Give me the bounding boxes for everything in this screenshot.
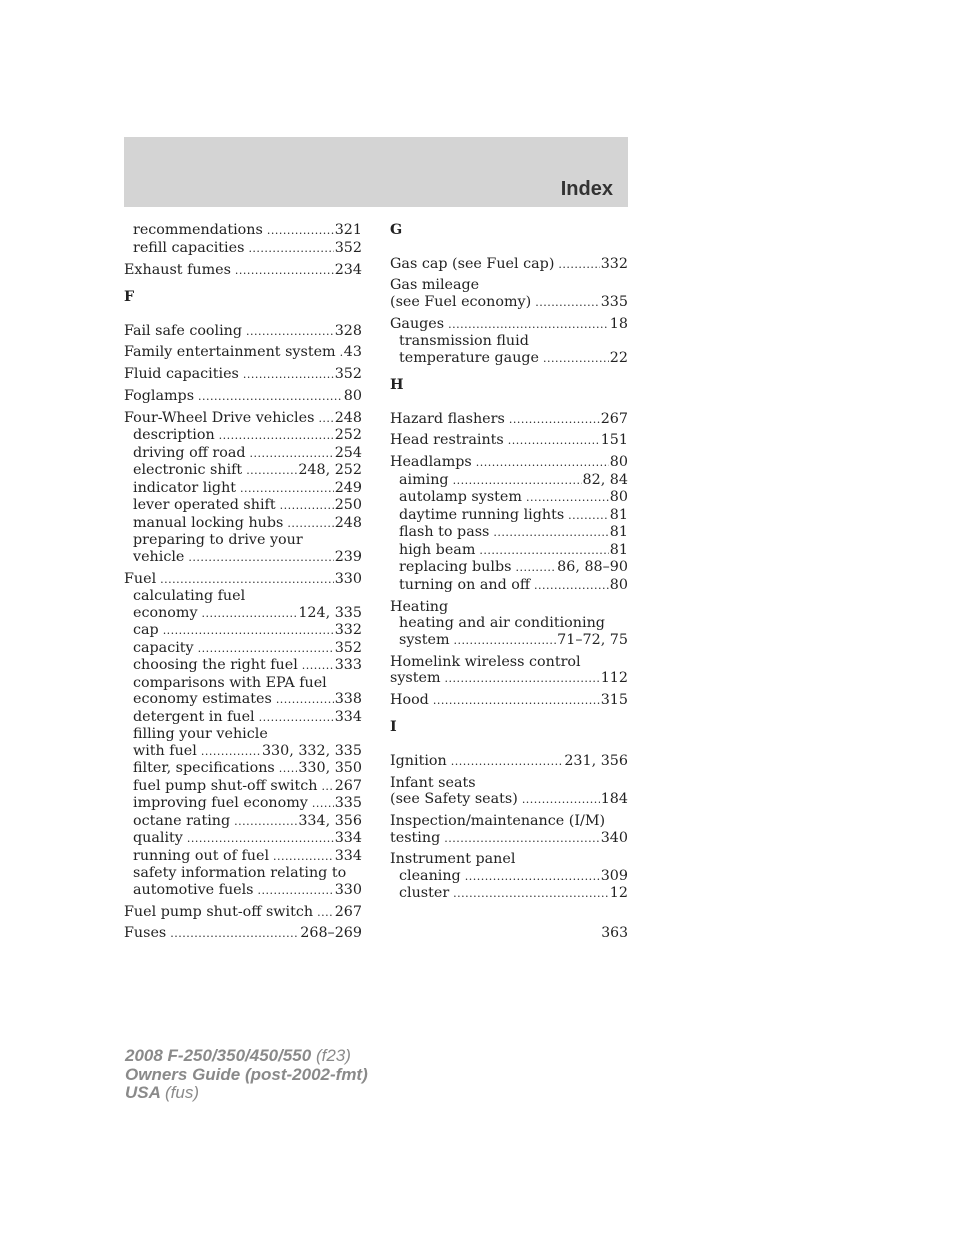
index-entry [390, 830, 628, 848]
index-subentry [124, 675, 362, 692]
index-entry [124, 925, 362, 943]
index-subentry [124, 515, 362, 533]
index-entry [390, 256, 628, 274]
entry-page-ref: 334 [334, 830, 362, 847]
index-subentry [390, 524, 628, 542]
entry-term: temperature gauge [399, 349, 540, 366]
entry-term: cap [133, 622, 159, 639]
index-subentry [390, 615, 628, 632]
entry-term: Inspection/maintenance (I/M) [390, 813, 606, 830]
entry-term: flash to pass [399, 524, 490, 541]
entry-page-ref: 335 [600, 293, 628, 310]
index-subentry [124, 622, 362, 640]
entry-term: octane rating [133, 812, 231, 829]
index-subentry [124, 830, 362, 848]
entry-page-ref: 340 [600, 829, 628, 846]
entry-page-ref: 321 [334, 222, 362, 238]
entry-term: quality [133, 830, 183, 847]
entry-term: Headlamps [390, 454, 472, 471]
leader-dots [201, 744, 261, 761]
leader-dots [279, 761, 298, 778]
index-subentry [124, 691, 362, 709]
leader-dots [508, 433, 600, 450]
entry-page-ref: 267 [600, 410, 628, 427]
entry-term: (see Safety seats) [390, 791, 518, 808]
entry-page-ref: 81 [609, 506, 628, 523]
entry-term: Hazard flashers [390, 410, 505, 427]
entry-term: replacing bulbs [399, 559, 512, 576]
leader-dots [453, 886, 609, 903]
entry-page-ref: 124, 335 [298, 604, 362, 621]
header-band [124, 137, 628, 207]
leader-dots [163, 623, 334, 640]
entry-term: daytime running lights [399, 506, 565, 523]
index-entry [390, 599, 628, 616]
index-letter-heading: F [124, 289, 135, 305]
index-subentry [124, 726, 362, 743]
index-entry [124, 410, 362, 428]
leader-dots [317, 905, 334, 922]
leader-dots [198, 641, 334, 658]
entry-page-ref: 12 [609, 885, 628, 902]
page-number: 363 [601, 925, 628, 941]
entry-page-ref: 80 [343, 387, 362, 404]
index-subentry [124, 813, 362, 831]
index-subentry [124, 532, 362, 549]
leader-dots [535, 295, 600, 312]
entry-page-ref: 151 [600, 432, 628, 449]
index-subentry [124, 222, 362, 240]
entry-page-ref: 82, 84 [582, 471, 628, 488]
footer-line-2: Owners Guide (post-2002-fmt) [125, 1064, 368, 1084]
index-entry [124, 571, 362, 589]
index-subentry [124, 882, 362, 900]
leader-dots [453, 473, 582, 490]
leader-dots [558, 257, 599, 274]
index-subentry [124, 462, 362, 480]
index-column-right [390, 222, 628, 907]
leader-dots [267, 223, 334, 240]
entry-term: electronic shift [133, 462, 243, 479]
index-entry [124, 262, 362, 280]
index-subentry [390, 632, 628, 650]
leader-dots [445, 671, 600, 688]
footer-region: USA [125, 1083, 161, 1102]
leader-dots [187, 831, 334, 848]
index-subentry [390, 542, 628, 560]
entry-term: filter, specifications [133, 760, 275, 777]
entry-term: lever operated shift [133, 497, 276, 514]
index-entry [124, 388, 362, 406]
entry-term: running out of fuel [133, 847, 270, 864]
index-entry [124, 323, 362, 341]
entry-term: Hood [390, 691, 429, 708]
entry-term: economy [133, 604, 198, 621]
index-subentry [124, 709, 362, 727]
leader-dots [448, 317, 609, 334]
leader-dots [312, 796, 334, 813]
entry-term: detergent in fuel [133, 708, 255, 725]
leader-dots [235, 263, 334, 280]
index-subentry [390, 559, 628, 577]
entry-term: choosing the right fuel [133, 657, 298, 674]
entry-page-ref: 22 [609, 349, 628, 366]
index-entry [390, 294, 628, 312]
index-entry [390, 813, 628, 830]
entry-term: testing [390, 829, 441, 846]
entry-term: Fuses [124, 925, 167, 942]
entry-term: Family entertainment system [124, 344, 336, 361]
entry-page-ref: 80 [609, 489, 628, 506]
entry-term: Exhaust fumes [124, 261, 231, 278]
entry-term: economy estimates [133, 691, 272, 708]
index-subentry [124, 778, 362, 796]
leader-dots [476, 455, 609, 472]
entry-term: manual locking hubs [133, 514, 284, 531]
entry-term: Gauges [390, 315, 445, 332]
leader-dots [188, 550, 333, 567]
entry-page-ref: 334 [334, 847, 362, 864]
index-entry [124, 366, 362, 384]
leader-dots [250, 446, 334, 463]
entry-page-ref: 334, 356 [298, 812, 362, 829]
index-subentry [124, 240, 362, 258]
entry-term: turning on and off [399, 576, 531, 593]
entry-term: driving off road [133, 444, 246, 461]
entry-page-ref: 80 [609, 454, 628, 471]
entry-term: aiming [399, 471, 449, 488]
entry-page-ref: 330, 332, 335 [261, 742, 362, 759]
leader-dots [321, 779, 333, 796]
entry-page-ref: 254 [334, 444, 362, 461]
entry-page-ref: 249 [334, 479, 362, 496]
index-subentry [390, 350, 628, 368]
entry-page-ref: 328 [334, 322, 362, 339]
index-subentry [124, 865, 362, 882]
index-subentry [390, 507, 628, 525]
entry-term: automotive fuels [133, 881, 254, 898]
leader-dots [258, 883, 334, 900]
index-entry [390, 454, 628, 472]
leader-dots [433, 693, 600, 710]
index-subentry [124, 588, 362, 605]
entry-term: safety information relating to [133, 865, 347, 882]
entry-page-ref: 352 [334, 239, 362, 256]
entry-page-ref: 252 [334, 427, 362, 444]
entry-page-ref: 332 [334, 622, 362, 639]
entry-term: capacity [133, 639, 194, 656]
entry-term: Gas cap (see Fuel cap) [390, 255, 555, 272]
entry-term: Gas mileage [390, 277, 480, 294]
entry-page-ref: 333 [334, 657, 362, 674]
entry-page-ref: 248, 252 [298, 462, 362, 479]
index-subentry [124, 549, 362, 567]
leader-dots [198, 389, 343, 406]
entry-page-ref: 352 [334, 366, 362, 383]
entry-page-ref: 330 [334, 570, 362, 587]
entry-page-ref: 334 [334, 708, 362, 725]
entry-page-ref: 239 [334, 548, 362, 565]
leader-dots [534, 578, 609, 595]
entry-page-ref: 268–269 [300, 925, 362, 942]
footer-model: 2008 F-250/350/450/550 [125, 1046, 312, 1065]
entry-page-ref: 71–72, 75 [557, 631, 628, 648]
entry-term: improving fuel economy [133, 795, 308, 812]
leader-dots [543, 351, 609, 368]
entry-term: Ignition [390, 752, 447, 769]
index-subentry [124, 657, 362, 675]
entry-term: (see Fuel economy) [390, 293, 532, 310]
leader-dots [202, 606, 298, 623]
entry-term: cluster [399, 885, 450, 902]
entry-term: recommendations [133, 222, 263, 238]
index-entry [390, 432, 628, 450]
leader-dots [219, 428, 334, 445]
entry-page-ref: 267 [334, 777, 362, 794]
entry-page-ref: 81 [609, 541, 628, 558]
index-letter-heading: I [390, 719, 397, 736]
index-subentry [124, 760, 362, 778]
index-subentry [390, 577, 628, 595]
index-subentry [124, 640, 362, 658]
leader-dots [454, 633, 557, 650]
entry-term: Fuel [124, 570, 157, 587]
index-entry [390, 654, 628, 671]
leader-dots [318, 411, 333, 428]
entry-page-ref: 112 [600, 670, 628, 687]
entry-term: Fail safe cooling [124, 322, 243, 339]
entry-term: refill capacities [133, 239, 245, 256]
leader-dots [234, 814, 297, 831]
entry-term: comparisons with EPA fuel [133, 674, 327, 691]
entry-page-ref: 86, 88–90 [557, 559, 628, 576]
entry-term: filling your vehicle [133, 726, 268, 743]
entry-term: Fluid capacities [124, 366, 239, 383]
entry-term: fuel pump shut-off switch [133, 777, 318, 794]
index-subentry [124, 480, 362, 498]
entry-page-ref: 81 [609, 524, 628, 541]
entry-page-ref: 248 [334, 409, 362, 426]
leader-dots [451, 754, 564, 771]
index-letter-heading: H [390, 377, 404, 394]
entry-page-ref: 330, 350 [298, 760, 362, 777]
index-entry [390, 851, 628, 868]
leader-dots [444, 831, 599, 848]
leader-dots [280, 498, 334, 515]
entry-term: Homelink wireless control [390, 653, 581, 670]
index-subentry [124, 445, 362, 463]
leader-dots [515, 560, 556, 577]
index-entry [124, 344, 362, 362]
entry-page-ref: 231, 356 [564, 752, 628, 769]
entry-term: system [399, 631, 450, 648]
entry-term: indicator light [133, 479, 237, 496]
entry-page-ref: 248 [334, 514, 362, 531]
entry-page-ref: 43 [343, 344, 362, 361]
entry-term: vehicle [133, 548, 185, 565]
leader-dots [287, 516, 333, 533]
index-entry [390, 692, 628, 710]
entry-term: with fuel [133, 742, 197, 759]
entry-term: description [133, 427, 215, 444]
index-entry [390, 670, 628, 688]
entry-page-ref: 338 [334, 691, 362, 708]
index-letter-heading: G [390, 222, 403, 238]
index-subentry [390, 885, 628, 903]
entry-term: Foglamps [124, 387, 195, 404]
document-footer [125, 1047, 368, 1103]
leader-dots [509, 412, 600, 429]
footer-line-1 [125, 1047, 368, 1066]
index-subentry [390, 333, 628, 350]
entry-term: heating and air conditioning [399, 615, 605, 632]
leader-dots [259, 710, 334, 727]
index-entry [390, 277, 628, 294]
entry-term: Fuel pump shut-off switch [124, 903, 314, 920]
entry-term: preparing to drive your [133, 532, 303, 549]
leader-dots [340, 345, 343, 362]
entry-page-ref: 267 [334, 903, 362, 920]
leader-dots [273, 849, 334, 866]
leader-dots [160, 572, 334, 589]
entry-term: cleaning [399, 867, 461, 884]
leader-dots [522, 792, 600, 809]
leader-dots [465, 869, 600, 886]
leader-dots [170, 926, 299, 943]
entry-term: high beam [399, 541, 476, 558]
leader-dots [248, 241, 333, 258]
index-subentry [124, 848, 362, 866]
entry-term: Head restraints [390, 432, 504, 449]
leader-dots [240, 481, 334, 498]
entry-term: autolamp system [399, 489, 522, 506]
entry-term: Heating [390, 598, 449, 615]
entry-page-ref: 352 [334, 639, 362, 656]
leader-dots [493, 525, 608, 542]
footer-model-code: (f23) [315, 1046, 351, 1065]
index-entry [390, 753, 628, 771]
entry-term: calculating fuel [133, 588, 246, 605]
index-subentry [124, 795, 362, 813]
entry-page-ref: 315 [600, 691, 628, 708]
entry-term: system [390, 670, 441, 687]
index-entry [390, 775, 628, 792]
leader-dots [479, 543, 608, 560]
index-subentry [390, 868, 628, 886]
leader-dots [568, 508, 609, 525]
page-title: Index [560, 178, 613, 200]
index-subentry [124, 743, 362, 761]
index-column-left [124, 222, 362, 947]
entry-page-ref: 18 [609, 315, 628, 332]
entry-page-ref: 234 [334, 261, 362, 278]
index-subentry [390, 489, 628, 507]
entry-term: Four-Wheel Drive vehicles [124, 409, 315, 426]
entry-page-ref: 250 [334, 497, 362, 514]
footer-line-3 [125, 1084, 368, 1103]
entry-page-ref: 332 [600, 255, 628, 272]
entry-term: transmission fluid [399, 333, 529, 350]
leader-dots [276, 692, 334, 709]
entry-page-ref: 184 [600, 791, 628, 808]
entry-page-ref: 335 [334, 795, 362, 812]
index-subentry [124, 605, 362, 623]
entry-term: Infant seats [390, 774, 476, 791]
footer-region-code: (fus) [165, 1083, 199, 1102]
leader-dots [246, 324, 334, 341]
index-entry [390, 316, 628, 334]
entry-page-ref: 80 [609, 576, 628, 593]
index-entry [390, 411, 628, 429]
leader-dots [302, 658, 334, 675]
entry-page-ref: 330 [334, 881, 362, 898]
leader-dots [246, 463, 297, 480]
index-subentry [124, 427, 362, 445]
index-entry [124, 904, 362, 922]
index-subentry [124, 497, 362, 515]
entry-page-ref: 309 [600, 867, 628, 884]
leader-dots [243, 367, 334, 384]
index-entry [390, 791, 628, 809]
entry-term: Instrument panel [390, 851, 516, 868]
index-subentry [390, 472, 628, 490]
leader-dots [526, 490, 609, 507]
